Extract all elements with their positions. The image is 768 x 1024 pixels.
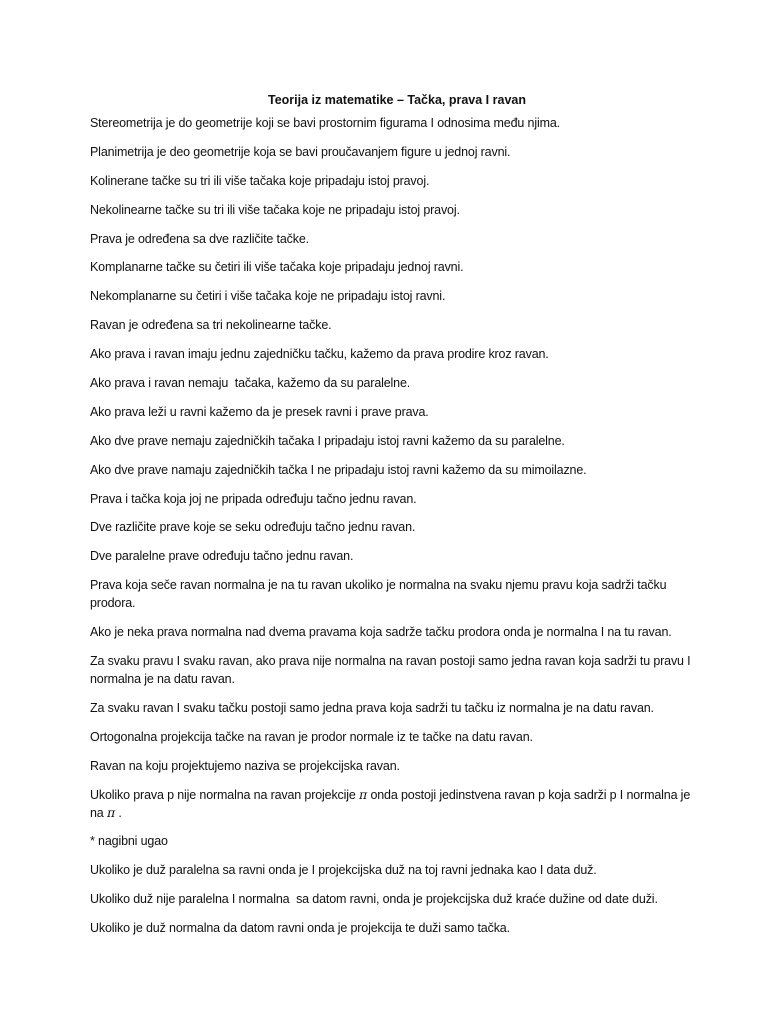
paragraph: Nekomplanarne su četiri i više tačaka koje ne pripadaju istoj ravni. bbox=[90, 289, 446, 304]
paragraph: Dve paralelne prave određuju tačno jednu ravan. bbox=[90, 549, 354, 564]
paragraph: Ako prava i ravan imaju jednu zajedničku tačku, kažemo da prava prodire kroz ravan. bbox=[90, 347, 549, 362]
paragraph-with-pi bbox=[90, 786, 698, 822]
paragraph: Za svaku ravan I svaku tačku postoji samo jedna prava koja sadrži tu tačku iz normalna je na datu ravan. bbox=[90, 700, 654, 715]
paragraph: Ukoliko je duž paralelna sa ravni onda je I projekcijska duž na toj ravni jednaka kao I data duž. bbox=[90, 863, 597, 878]
paragraph: Ako dve prave namaju zajedničkih tačka I ne pripadaju istoj ravni kažemo da su mimoilazne. bbox=[90, 462, 587, 477]
paragraph: Ako je neka prava normalna nad dvema pravama koja sadrže tačku prodora onda je normalna I na tu ravan. bbox=[90, 625, 672, 640]
document-title: Teorija iz matematike – Tačka, prava I ravan bbox=[267, 93, 526, 107]
paragraph: Ravan je određena sa tri nekolinearne tačke. bbox=[90, 318, 332, 333]
pi-paragraph-text: Ukoliko prava p nije normalna na ravan projekcije bbox=[90, 787, 360, 802]
pi-paragraph-text: onda postoji jedinstvena ravan p koja sadrži p I normalna je na bbox=[90, 787, 694, 820]
paragraph: Planimetrija je deo geometrije koja se bavi proučavanjem figure u jednoj ravni. bbox=[90, 144, 511, 159]
paragraph: Stereometrija je do geometrije koji se bavi prostornim figurama I odnosima među njima. bbox=[90, 116, 560, 130]
paragraph: Dve različite prave koje se seku određuju tačno jednu ravan. bbox=[90, 520, 416, 535]
paragraph: Ako dve prave nemaju zajedničkih tačaka I pripadaju istoj ravni kažemo da su paralelne. bbox=[90, 433, 565, 448]
paragraph: Prava je određena sa dve različite tačke. bbox=[90, 231, 309, 246]
pi-symbol: π bbox=[106, 804, 116, 820]
paragraph: Ako prava leži u ravni kažemo da je presek ravni i prave prava. bbox=[90, 404, 429, 419]
paragraph: Ukoliko je duž normalna da datom ravni onda je projekcija te duži samo tačka. bbox=[90, 921, 510, 936]
paragraph: Nekolinearne tačke su tri ili više tačaka koje ne pripadaju istoj pravoj. bbox=[90, 202, 460, 217]
paragraph: Za svaku pravu I svaku ravan, ako prava nije normalna na ravan postoji samo jedna ravan koja sadrži tu pravu I normalna je na datu ravan. bbox=[90, 654, 694, 687]
paragraph: Komplanarne tačke su četiri ili više tačaka koje pripadaju jednoj ravni. bbox=[90, 260, 464, 275]
paragraph: Ortogonalna projekcija tačke na ravan je prodor normale iz te tačke na datu ravan. bbox=[90, 729, 533, 744]
pi-symbol: π bbox=[359, 786, 368, 802]
paragraph: Ako prava i ravan nemaju tačaka, kažemo da su paralelne. bbox=[90, 376, 411, 391]
paragraph: Kolinerane tačke su tri ili više tačaka koje pripadaju istoj pravoj. bbox=[90, 173, 430, 188]
paragraph: Ravan na koju projektujemo naziva se projekcijska ravan. bbox=[90, 758, 400, 773]
paragraph: * nagibni ugao bbox=[90, 834, 168, 849]
pi-paragraph-text: . bbox=[115, 805, 122, 820]
paragraph: Prava i tačka koja joj ne pripada određuju tačno jednu ravan. bbox=[90, 491, 417, 506]
paragraph: Prava koja seče ravan normalna je na tu ravan ukoliko je normalna na svaku njemu pravu koja sadrži tačku prodora. bbox=[90, 578, 670, 611]
paragraph: Ukoliko duž nije paralelna I normalna sa datom ravni, onda je projekcijska duž kraće dužine od date duži. bbox=[90, 892, 658, 907]
